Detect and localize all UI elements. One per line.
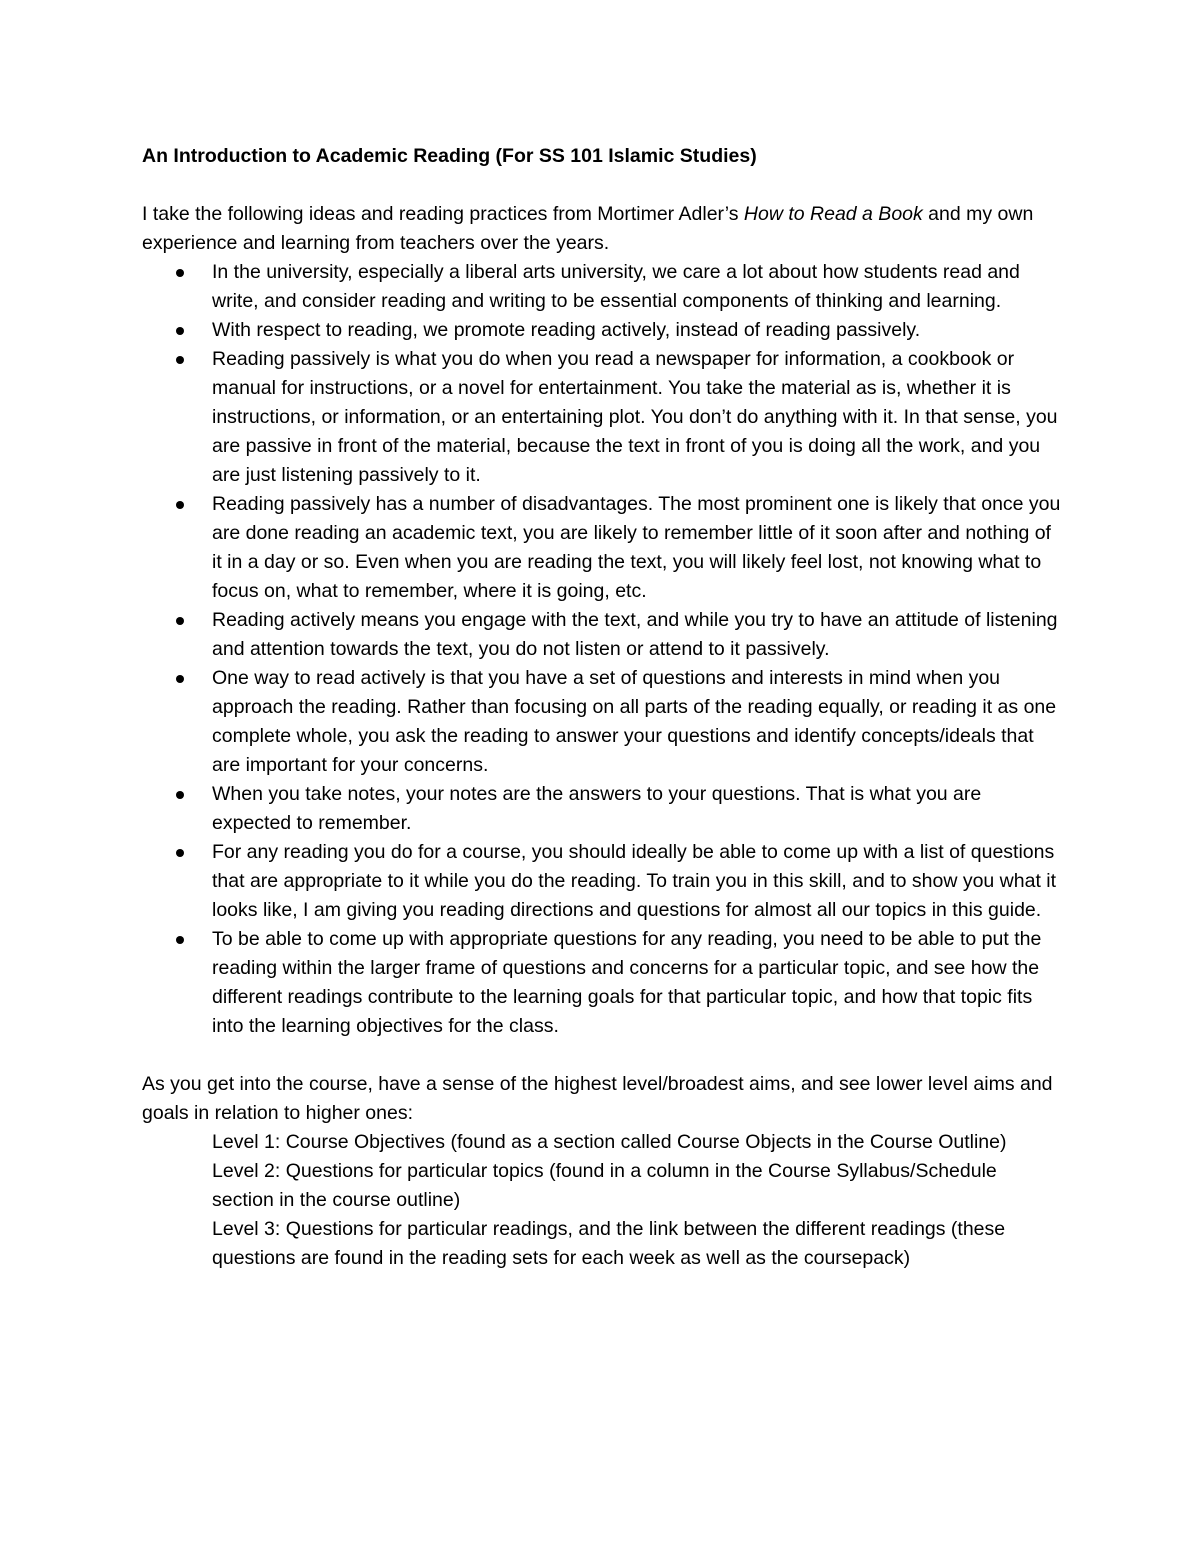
list-item-text: When you take notes, your notes are the answers to your questions. That is what you are expected to remember. — [212, 783, 982, 834]
list-item — [142, 780, 1062, 838]
bullet-icon — [176, 356, 184, 364]
levels-list — [142, 1128, 1062, 1273]
bullet-list — [142, 258, 1062, 1041]
list-item — [142, 838, 1062, 925]
list-item-text: One way to read actively is that you have a set of questions and interests in mind when you approach the reading. Rather than focusing on all parts of the reading equally, or reading it as one complete whole, you ask the reading to answer your questions and identify concepts/ideals that are important for your concerns. — [212, 667, 1057, 776]
intro-paragraph — [142, 200, 1062, 258]
bullet-icon — [176, 327, 184, 335]
list-item-text: Reading passively is what you do when you read a newspaper for information, a cookbook or manual for instructions, or a novel for entertainment. You take the material as is, whether it is instructions, or information, or an entertaining plot. You don’t do anything with it. In that sense, you are passive in front of the material, because the text in front of you is doing all the work, and you are just listening passively to it. — [212, 348, 1058, 486]
list-item-text: Reading passively has a number of disadvantages. The most prominent one is likely that once you are done reading an academic text, you are likely to remember little of it soon after and nothing of it in a day or so. Even when you are reading the text, you will likely feel lost, not knowing what to focus on, what to remember, where it is going, etc. — [212, 493, 1061, 602]
list-item — [142, 258, 1062, 316]
level-item: Level 2: Questions for particular topics (found in a column in the Course Syllabus/Schedule section in the course outline) — [212, 1160, 997, 1211]
document-page — [142, 142, 1062, 1273]
level-item: Level 3: Questions for particular readings, and the link between the different readings (these questions are found in the reading sets for each week as well as the coursepack) — [212, 1218, 1006, 1269]
list-item-text: For any reading you do for a course, you should ideally be able to come up with a list of questions that are appropriate to it while you do the reading. To train you in this skill, and to show you what it looks like, I am giving you reading directions and questions for almost all our topics in this guide. — [212, 841, 1057, 921]
bullet-icon — [176, 849, 184, 857]
intro-text-start: I take the following ideas and reading practices from Mortimer Adler’s — [142, 203, 744, 225]
list-item — [142, 925, 1062, 1041]
bullet-icon — [176, 675, 184, 683]
list-item-text: To be able to come up with appropriate questions for any reading, you need to be able to put the reading within the larger frame of questions and concerns for a particular topic, and see how the different readings contribute to the learning goals for that particular topic, and how that topic fits into the learning objectives for the class. — [212, 928, 1042, 1037]
list-item — [142, 316, 1062, 345]
bullet-icon — [176, 269, 184, 277]
bullet-icon — [176, 936, 184, 944]
level-item: Level 1: Course Objectives (found as a section called Course Objects in the Course Outline) — [212, 1131, 1007, 1153]
bullet-icon — [176, 791, 184, 799]
closing-paragraph: As you get into the course, have a sense of the highest level/broadest aims, and see lower level aims and goals in relation to higher ones: — [142, 1073, 1053, 1124]
book-title: How to Read a Book — [743, 203, 923, 225]
list-item-text: In the university, especially a liberal arts university, we care a lot about how students read and write, and consider reading and writing to be essential components of thinking and learning. — [212, 261, 1020, 312]
list-item-text: With respect to reading, we promote reading actively, instead of reading passively. — [212, 319, 921, 341]
intro-text-end: and my own experience and learning from teachers over the years. — [142, 203, 1034, 254]
list-item — [142, 345, 1062, 490]
bullet-icon — [176, 617, 184, 625]
list-item — [142, 606, 1062, 664]
list-item — [142, 664, 1062, 780]
blank-line — [142, 1041, 1062, 1070]
document-title: An Introduction to Academic Reading (For SS 101 Islamic Studies) — [142, 145, 757, 167]
list-item — [142, 490, 1062, 606]
blank-line — [142, 171, 1062, 200]
list-item-text: Reading actively means you engage with the text, and while you try to have an attitude of listening and attention towards the text, you do not listen or attend to it passively. — [212, 609, 1058, 660]
bullet-icon — [176, 501, 184, 509]
